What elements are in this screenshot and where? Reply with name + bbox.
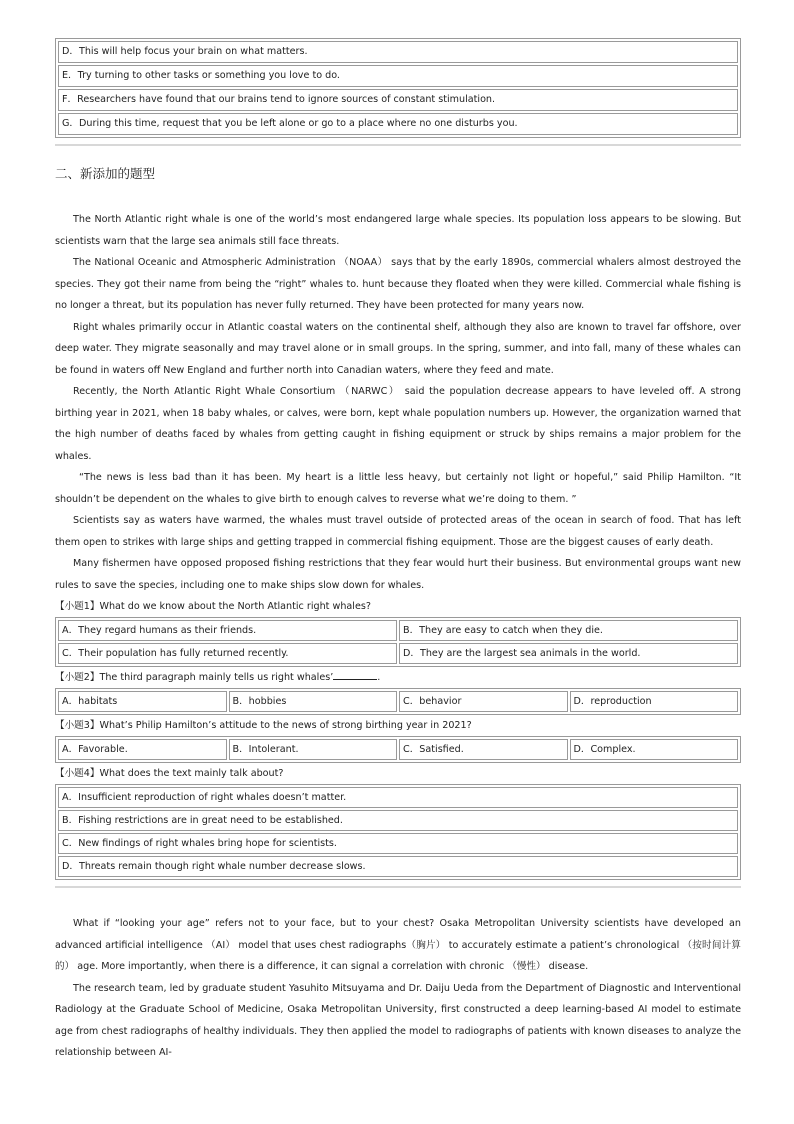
option-e[interactable]: E．Try turning to other tasks or something you love to do. [58, 65, 738, 87]
passage-right-whale [55, 209, 741, 596]
paragraph: The research team, led by graduate student Yasuhito Mitsuyama and Dr. Daiju Ueda from the Department of Diagnostic and Interventional Radiology at the Graduate School of Medicine, Osaka Metropolitan University, first constructed a deep learning-based AI model to estimate age from chest radiographs of healthy individuals. They then applied the model to radiographs of patients with known diseases to analyze the relationship between AI- [55, 982, 741, 1058]
q3-option-a[interactable]: A．Favorable. [58, 739, 227, 760]
paragraph: Right whales primarily occur in Atlantic coastal waters on the continental shelf, although they also are known to travel far offshore, over deep water. They migrate seasonally and may travel alone or in small groups. In the spring, summer, and into fall, many of these whales can be found in waters off New England and further north into Canadian waters, where they feed and mate. [55, 321, 741, 376]
q4-option-c[interactable]: C．New findings of right whales bring hope for scientists. [58, 833, 738, 854]
option-g[interactable]: G．During this time, request that you be left alone or go to a place where no one disturbs you. [58, 113, 738, 135]
section-heading: 二、新添加的题型 [55, 166, 156, 181]
question-2-suffix: . [377, 672, 381, 683]
paragraph-quote: “The news is less bad than it has been. My heart is a little less heavy, but certainly not light or hopeful,” said Philip Hamilton. “It shouldn’t be dependent on the whales to give birth to enough calves to reverse what we’re doing to them. ” [55, 472, 741, 505]
q2-option-b[interactable]: B．hobbies [229, 691, 398, 712]
q1-option-d[interactable]: D．They are the largest sea animals in the world. [399, 643, 738, 664]
question-4-options [55, 784, 741, 880]
question-2-text: 【小题2】The third paragraph mainly tells us right whales’ [55, 672, 334, 683]
q2-option-c[interactable]: C．behavior [399, 691, 568, 712]
previous-question-options [55, 38, 741, 138]
answer-blank[interactable] [333, 669, 377, 680]
q2-option-a[interactable]: A．habitats [58, 691, 227, 712]
q1-option-b[interactable]: B．They are easy to catch when they die. [399, 620, 738, 641]
paragraph: Recently, the North Atlantic Right Whale Consortium （NARWC） said the population decrease appears to have leveled off. A strong birthing year in 2021, when 18 baby whales, or calves, were born, kept whale population numbers up. However, the organization warned that the high number of deaths faced by whales from getting caught in fishing equipment or struck by ships remains a major problem for the whales. [55, 386, 741, 462]
section-divider [55, 886, 741, 888]
q3-option-c[interactable]: C．Satisfied. [399, 739, 568, 760]
paragraph: The National Oceanic and Atmospheric Administration （NOAA） says that by the early 1890s, commercial whalers almost destroyed the species. They got their name from being the “right” whales to. hunt because they floated when they were killed. Commercial whale fishing is no longer a threat, but its population has never fully returned. They have been protected for many years now. [55, 257, 741, 311]
question-3-options [55, 736, 741, 763]
paragraph: What if “looking your age” refers not to your face, but to your chest? Osaka Metropolitan University scientists have developed an advanced artificial intelligence （AI） model that uses chest radiographs（胸片） to accurately estimate a patient’s chronological （按时间计算的） age. More importantly, when there is a difference, it can signal a correlation with chronic （慢性） disease. [55, 918, 741, 972]
q4-option-b[interactable]: B．Fishing restrictions are in great need to be established. [58, 810, 738, 831]
option-f[interactable]: F．Researchers have found that our brains tend to ignore sources of constant stimulation. [58, 89, 738, 111]
q4-option-a[interactable]: A．Insufficient reproduction of right whales doesn’t matter. [58, 787, 738, 808]
question-1-options [55, 617, 741, 667]
paragraph: The North Atlantic right whale is one of the world’s most endangered large whale species. Its population loss appears to be slowing. But scientists warn that the large sea animals still face threats. [55, 214, 741, 247]
question-1-stem: 【小题1】What do we know about the North Atlantic right whales? [55, 601, 371, 612]
q2-option-d[interactable]: D．reproduction [570, 691, 739, 712]
q3-option-b[interactable]: B．Intolerant. [229, 739, 398, 760]
document-page [55, 38, 741, 1064]
question-4-stem: 【小题4】What does the text mainly talk about? [55, 768, 284, 779]
passage-ai-age [55, 913, 741, 1064]
q4-option-d[interactable]: D．Threats remain though right whale number decrease slows. [58, 856, 738, 877]
question-2-options [55, 688, 741, 715]
section-divider [55, 144, 741, 146]
paragraph: Many fishermen have opposed proposed fishing restrictions that they fear would hurt their business. But environmental groups want new rules to save the species, including one to make ships slow down for whales. [55, 558, 741, 591]
q1-option-a[interactable]: A．They regard humans as their friends. [58, 620, 397, 641]
question-2-stem [55, 667, 741, 688]
option-d[interactable]: D．This will help focus your brain on what matters. [58, 41, 738, 63]
q3-option-d[interactable]: D．Complex. [570, 739, 739, 760]
question-3-stem: 【小题3】What’s Philip Hamilton’s attitude to the news of strong birthing year in 2021? [55, 720, 472, 731]
q1-option-c[interactable]: C．Their population has fully returned recently. [58, 643, 397, 664]
paragraph: Scientists say as waters have warmed, the whales must travel outside of protected areas of the ocean in search of food. That has left them open to strikes with large ships and getting trapped in commercial fishing equipment. Those are the biggest causes of early death. [55, 515, 741, 548]
